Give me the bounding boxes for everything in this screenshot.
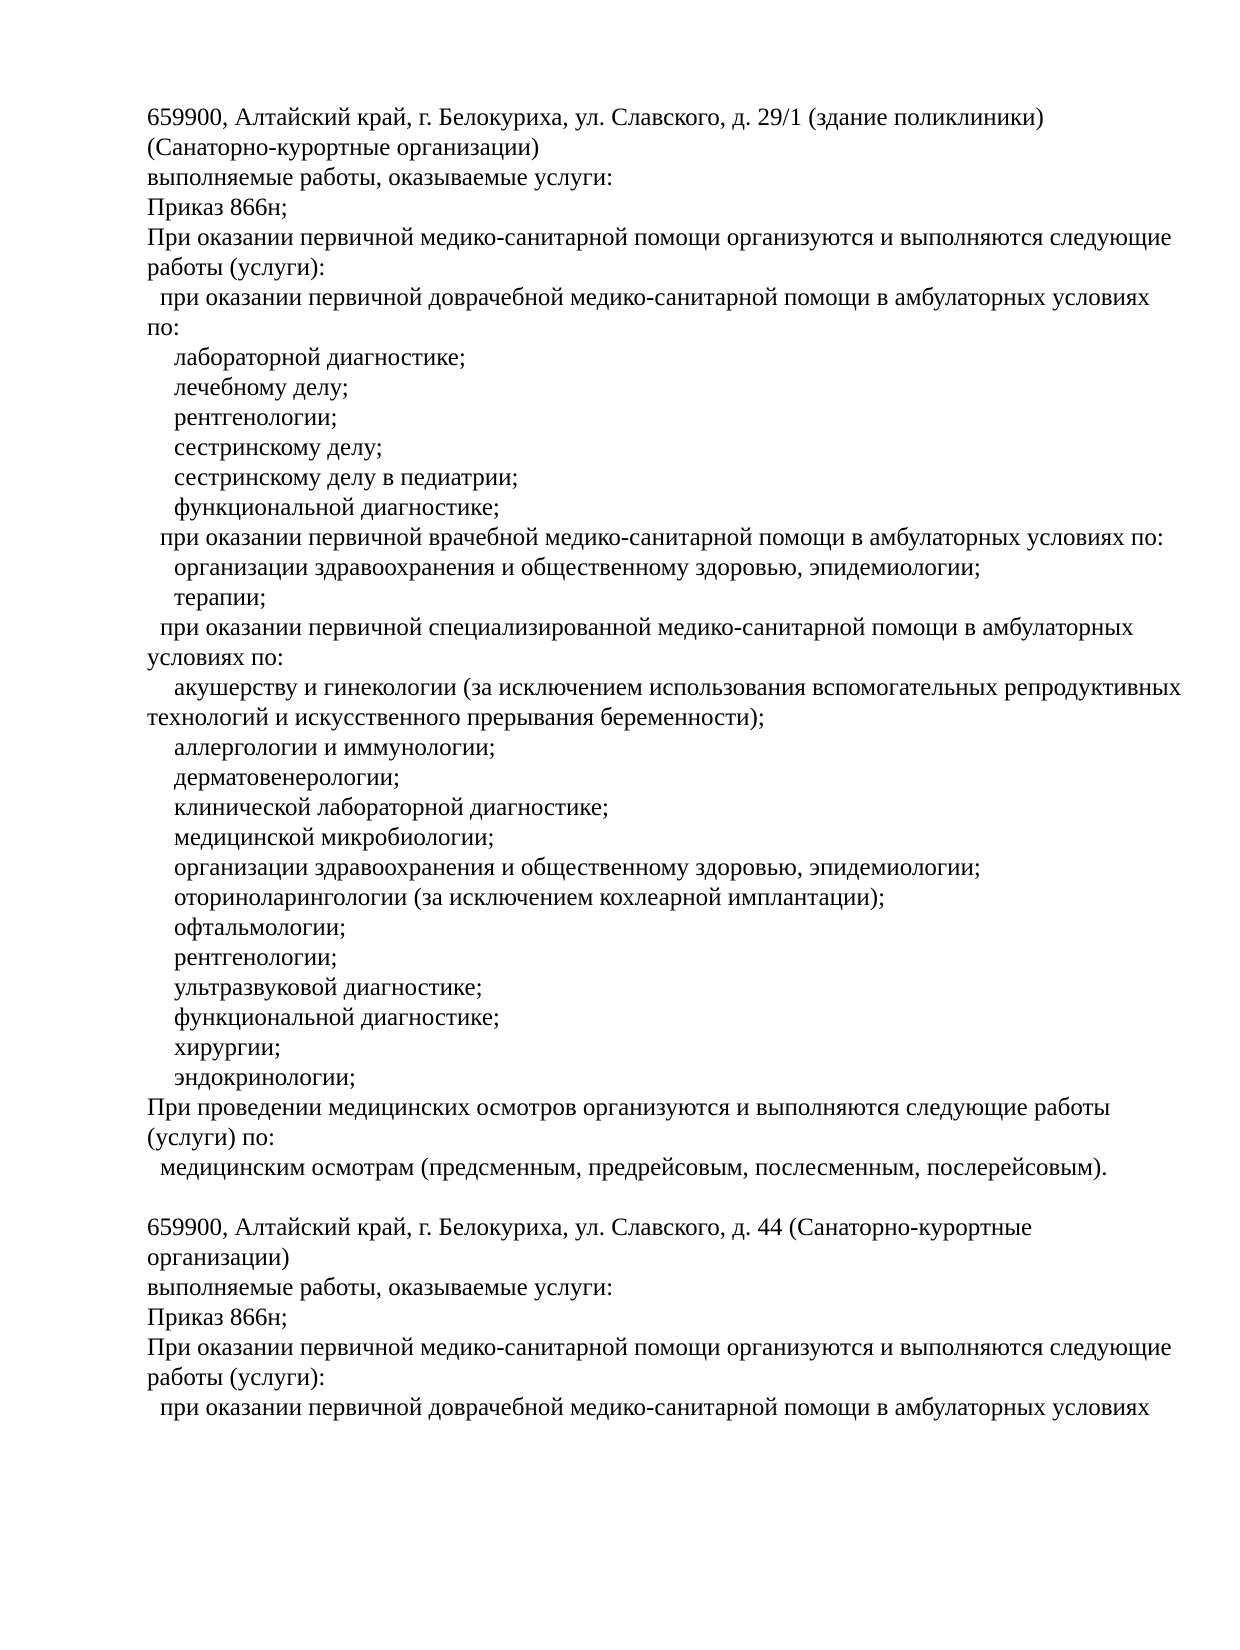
text-line: клинической лабораторной диагностике; (174, 794, 609, 821)
text-line: при оказании первичной врачебной медико-санитарной помощи в амбулаторных условиях по: (160, 524, 1164, 551)
text-line: организации) (147, 1244, 290, 1271)
text-line: ультразвуковой диагностике; (174, 974, 483, 1001)
document-body (147, 103, 1182, 1423)
text-line: акушерству и гинекологии (за исключением использования вспомогательных репродуктивных (174, 674, 1182, 701)
text-line: офтальмологии; (174, 914, 347, 941)
text-line: эндокринологии; (174, 1064, 356, 1091)
text-line: При оказании первичной медико-санитарной помощи организуются и выполняются следующие (147, 224, 1172, 251)
text-line: При оказании первичной медико-санитарной помощи организуются и выполняются следующие (147, 1334, 1172, 1361)
text-line: дерматовенерологии; (174, 764, 400, 791)
text-line: по: (147, 314, 180, 341)
text-line: выполняемые работы, оказываемые услуги: (147, 164, 614, 191)
text-line: выполняемые работы, оказываемые услуги: (147, 1274, 614, 1301)
text-line: лабораторной диагностике; (174, 344, 466, 371)
text-line: функциональной диагностике; (174, 1004, 500, 1031)
text-line: аллергологии и иммунологии; (174, 734, 496, 761)
text-line: 659900, Алтайский край, г. Белокуриха, ул. Славского, д. 44 (Санаторно-курортные (147, 1214, 1033, 1241)
text-line: сестринскому делу в педиатрии; (174, 464, 519, 491)
text-line: (Санаторно-курортные организации) (147, 134, 540, 161)
text-line: условиях по: (147, 644, 284, 671)
text-line: медицинской микробиологии; (174, 824, 495, 851)
text-line: терапии; (174, 584, 267, 611)
text-line: технологий и искусственного прерывания беременности); (147, 704, 765, 731)
text-line: медицинским осмотрам (предсменным, предрейсовым, послесменным, послерейсовым). (160, 1154, 1108, 1181)
text-line: рентгенологии; (174, 944, 338, 971)
text-line: 659900, Алтайский край, г. Белокуриха, ул. Славского, д. 29/1 (здание поликлиники) (147, 104, 1044, 131)
text-line: рентгенологии; (174, 404, 338, 431)
text-line: При проведении медицинских осмотров организуются и выполняются следующие работы (147, 1094, 1111, 1121)
text-line: лечебному делу; (174, 374, 349, 401)
text-line: организации здравоохранения и общественному здоровью, эпидемиологии; (174, 854, 981, 881)
blank-line (147, 1183, 1182, 1213)
text-line: функциональной диагностике; (174, 494, 500, 521)
text-line: работы (услуги): (147, 254, 326, 281)
text-line: работы (услуги): (147, 1364, 326, 1391)
text-line: оториноларингологии (за исключением кохлеарной имплантации); (174, 884, 886, 911)
text-line: организации здравоохранения и общественному здоровью, эпидемиологии; (174, 554, 981, 581)
text-line: при оказании первичной доврачебной медико-санитарной помощи в амбулаторных условиях (160, 284, 1150, 311)
text-line: Приказ 866н; (147, 194, 288, 221)
text-line: хирургии; (174, 1034, 282, 1061)
text-line: сестринскому делу; (174, 434, 383, 461)
text-line: при оказании первичной специализированной медико-санитарной помощи в амбулаторных (160, 614, 1134, 641)
text-line: Приказ 866н; (147, 1304, 288, 1331)
text-line: (услуги) по: (147, 1124, 275, 1151)
text-line: при оказании первичной доврачебной медико-санитарной помощи в амбулаторных условиях (160, 1394, 1150, 1421)
